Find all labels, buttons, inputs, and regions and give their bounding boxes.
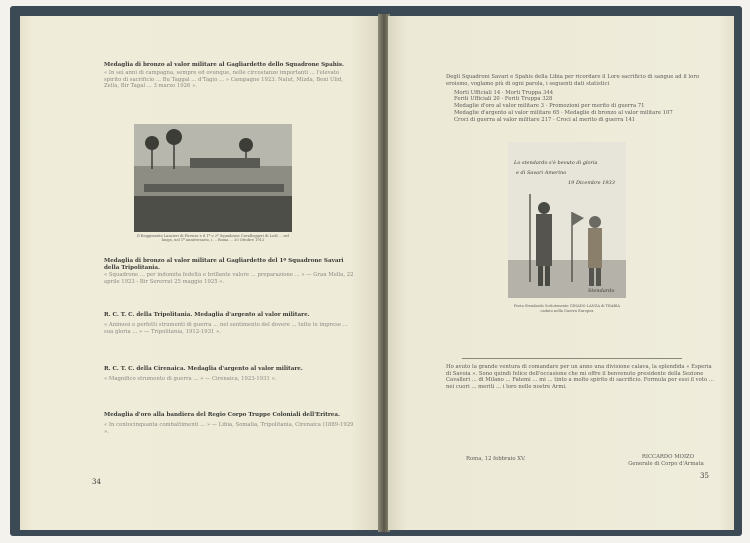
left-heading-3: R. C. T. C. della Tripolitania. Medaglia d'argento al valor militare.	[104, 312, 310, 318]
stat-line-4: Medaglie d'argento al valor militare 65 · Medaglie di bronzo al valor militare 107	[454, 110, 673, 116]
photo-standard-bearers	[508, 142, 626, 298]
svg-text:e di Savari Amerino: e di Savari Amerino	[516, 170, 567, 176]
photo-standard-caption: Porta Stendardo Sottotenente GINADO LANZA di TRABIA	[513, 304, 621, 308]
signature-place: Roma, 12 febbraio XV.	[466, 456, 526, 462]
left-heading-1: Medaglia di bronzo al valor militare al Gagliardetto dello Squadrone Spahis.	[104, 62, 345, 68]
left-body-5: « In centocinquanta combattimenti ... » — Libia, Somalia, Tripolitania, Cirenaica (1889-1929 ».	[104, 422, 354, 435]
signature-title: Generale di Corpo d'Armata	[628, 461, 704, 467]
left-body-3: « Animosi e perfetti strumenti di guerra ... nel sentimento del dovere ... tutte le imprese ... sua gloria ... » — Tripolitania, 1912-1931 ».	[104, 322, 348, 335]
left-heading-5: Medaglia d'oro alla bandiera del Regio Corpo Truppe Coloniali dell'Eritrea.	[104, 412, 340, 418]
stat-line-2: Feriti Ufficiali 20 · Feriti Truppa 328	[454, 96, 553, 102]
signature-name: RICCARDO MOIZO	[641, 454, 695, 460]
stat-line-3: Medaglie d'oro al valor militare 3 · Promozioni per merito di guerra 71	[454, 103, 645, 109]
right-intro: Degli Squadroni Savari e Spahis della Libia per ricordare il Loro sacrificio di sangue ad il loro eroismo, voglamo più di ogni parola, i seguenti dati statistici	[446, 74, 700, 87]
photo-parade-caption: Il Reggimento Lancieri di Firenze e il 1º e 2º Squadrone Cavalleggeri di Lodi ... nel luogo, nel 1º anniversario, i ... Roma ... 20 Ottobre 1912	[137, 234, 289, 243]
svg-text:19 Dicembre 1933: 19 Dicembre 1933	[568, 180, 615, 186]
stat-line-5: Croci di guerra al valor militare 217 · Croci al merito di guerra 141	[454, 117, 636, 123]
left-body-4: « Magnifico strumento di guerra ... » — Cirenaica, 1923-1931 ».	[104, 376, 277, 382]
left-body-1: « In sei anni di campagna, sempre ed ovunque, nelle circostanze importanti ... l'elevato spirito di sacrificio ... Bu Taggal ... d'Tagio ... » Campagne 1923. Nalut, Mizda, Beni Ulid, Zella, Bir Tagal ... 3 marzo 1926 ».	[104, 70, 343, 90]
stat-line-1: Morti Ufficiali 14 · Morti Truppa 344	[454, 90, 554, 96]
svg-text:Lo stendardo s'è bevuto di glo: Lo stendardo s'è bevuto di gloria	[514, 160, 598, 166]
left-heading-2: Medaglia di bronzo al valor militare al Gagliardetto del 1º Squadrone Savari della Tripolitania.	[104, 258, 344, 271]
left-body-2: « Squadrone ... per indomita fedeltà e brillante valore ... preparazione ... » — Gran Mella, 22 aprile 1923 - Bir Sererrat 25 maggio 1925 ».	[104, 272, 354, 285]
left-page	[20, 16, 380, 530]
page-number-left: 34	[92, 478, 101, 486]
photo-parade	[134, 124, 292, 232]
right-page	[388, 16, 734, 530]
left-heading-4: R. C. T. C. della Cirenaica. Medaglia d'argento al valor militare.	[104, 366, 303, 372]
page-number-right: 35	[700, 472, 709, 480]
svg-text:Stendardo: Stendardo	[588, 288, 615, 294]
section-divider	[462, 358, 682, 359]
right-closing-text: Ho avuto la grande ventura di comandare per un anno una divisione calava, la splendida « Esperia di Savoia ». Sono quindi felice dell'occasione che mi offre il benvenuto presidente della Sezione Cavalleri ... di Milano ... Fatemi ... mi ... tinto a molto spirito di sacrificio. Formula per essi il voto ... nei cuori ... meriti ... i loro nelle nostre Armi.	[446, 364, 714, 390]
photo-standard-caption-2: caduto nella Guerra Europea	[540, 309, 594, 313]
